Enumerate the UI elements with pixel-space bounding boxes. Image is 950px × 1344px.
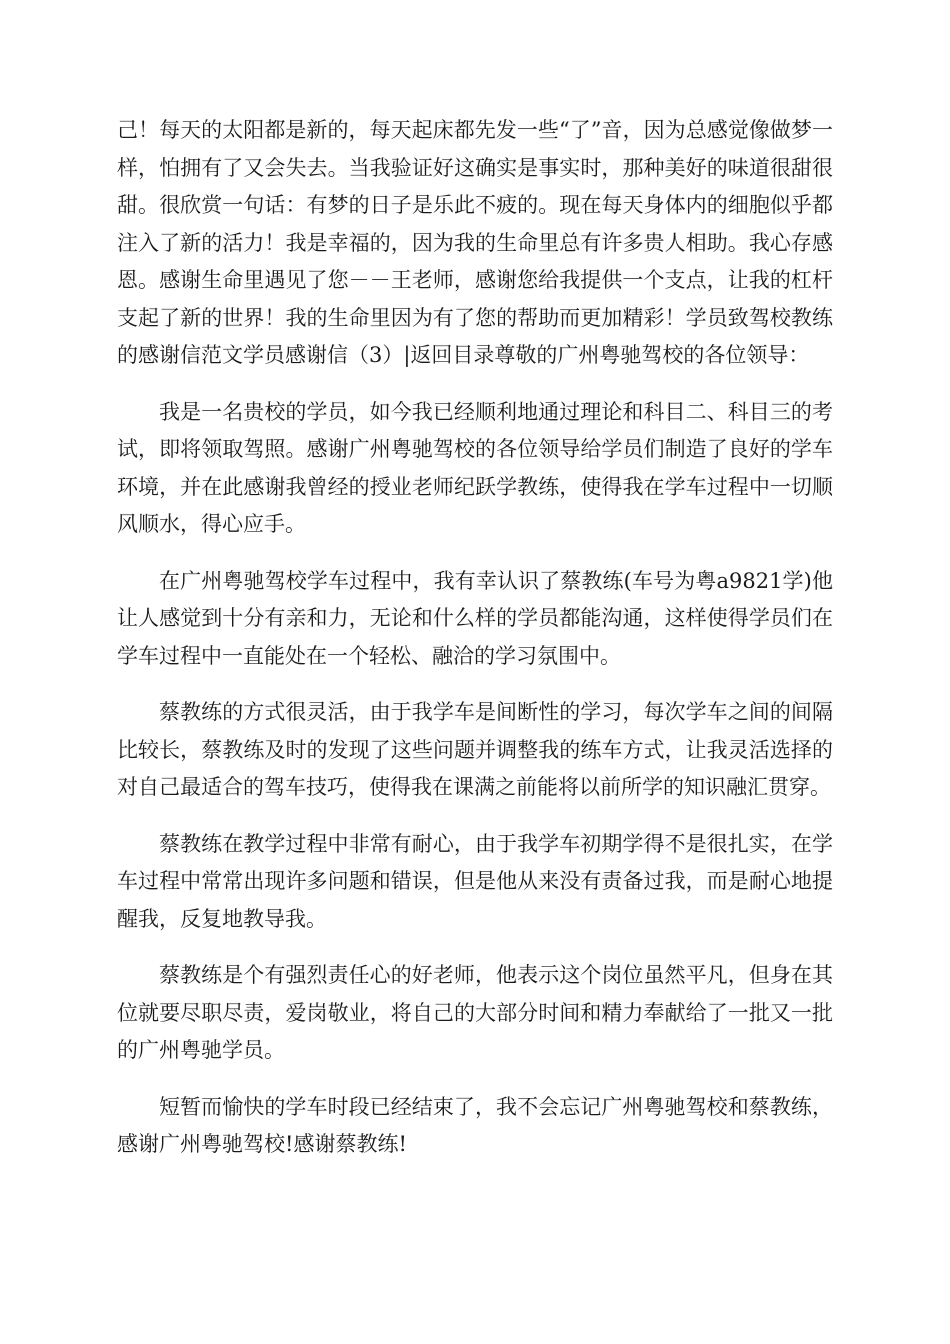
- paragraph-meeting-coach: 在广州粤驰驾校学车过程中，我有幸认识了蔡教练(车号为粤a9821学)他让人感觉到十分有亲和力，无论和什么样的学员都能沟通，这样使得学员们在学车过程中一直能处在一个轻松、融洽的学习氛围中。: [117, 568, 833, 668]
- paragraph-student-intro: 我是一名贵校的学员，如今我已经顺利地通过理论和科目二、科目三的考试，即将领取驾照。感谢广州粤驰驾校的各位领导给学员们制造了良好的学车环境，并在此感谢我曾经的授业老师纪跃学教练，使得我在学车过程中一切顺风顺水，得心应手。: [117, 399, 833, 536]
- paragraph-flexible-method: 蔡教练的方式很灵活，由于我学车是间断性的学习，每次学车之间的间隔比较长，蔡教练及时的发现了这些问题并调整我的练车方式，让我灵活选择的对自己最适合的驾车技巧，使得我在课满之前能将以前所学的知识融汇贯穿。: [117, 700, 833, 799]
- paragraph-responsibility: 蔡教练是个有强烈责任心的好老师，他表示这个岗位虽然平凡，但身在其位就要尽职尽责，爱岗敬业，将自己的大部分时间和精力奉献给了一批又一批的广州粤驰学员。: [117, 963, 833, 1062]
- paragraph-patience: 蔡教练在教学过程中非常有耐心，由于我学车初期学得不是很扎实，在学车过程中常常出现许多问题和错误，但是他从来没有责备过我，而是耐心地提醒我，反复地教导我。: [117, 831, 833, 931]
- paragraph-closing-thanks: 短暂而愉快的学车时段已经结束了，我不会忘记广州粤驰驾校和蔡教练，感谢广州粤驰驾校!感谢蔡教练!: [117, 1094, 833, 1156]
- document-body: [117, 112, 833, 1183]
- paragraph-continuation: 己！每天的太阳都是新的，每天起床都先发一些“了”音，因为总感觉像做梦一样，怕拥有了又会失去。当我验证好这确实是事实时，那种美好的味道很甜很甜。很欣赏一句话：有梦的日子是乐此不疲的。现在每天身体内的细胞似乎都注入了新的活力！我是幸福的，因为我的生命里总有许多贵人相助。我心存感恩。感谢生命里遇见了您－－王老师，感谢您给我提供一个支点，让我的杠杆支起了新的世界！我的生命里因为有了您的帮助而更加精彩！学员致驾校教练的感谢信范文学员感谢信（3）|返回目录尊敬的广州粤驰驾校的各位领导：: [117, 118, 833, 367]
